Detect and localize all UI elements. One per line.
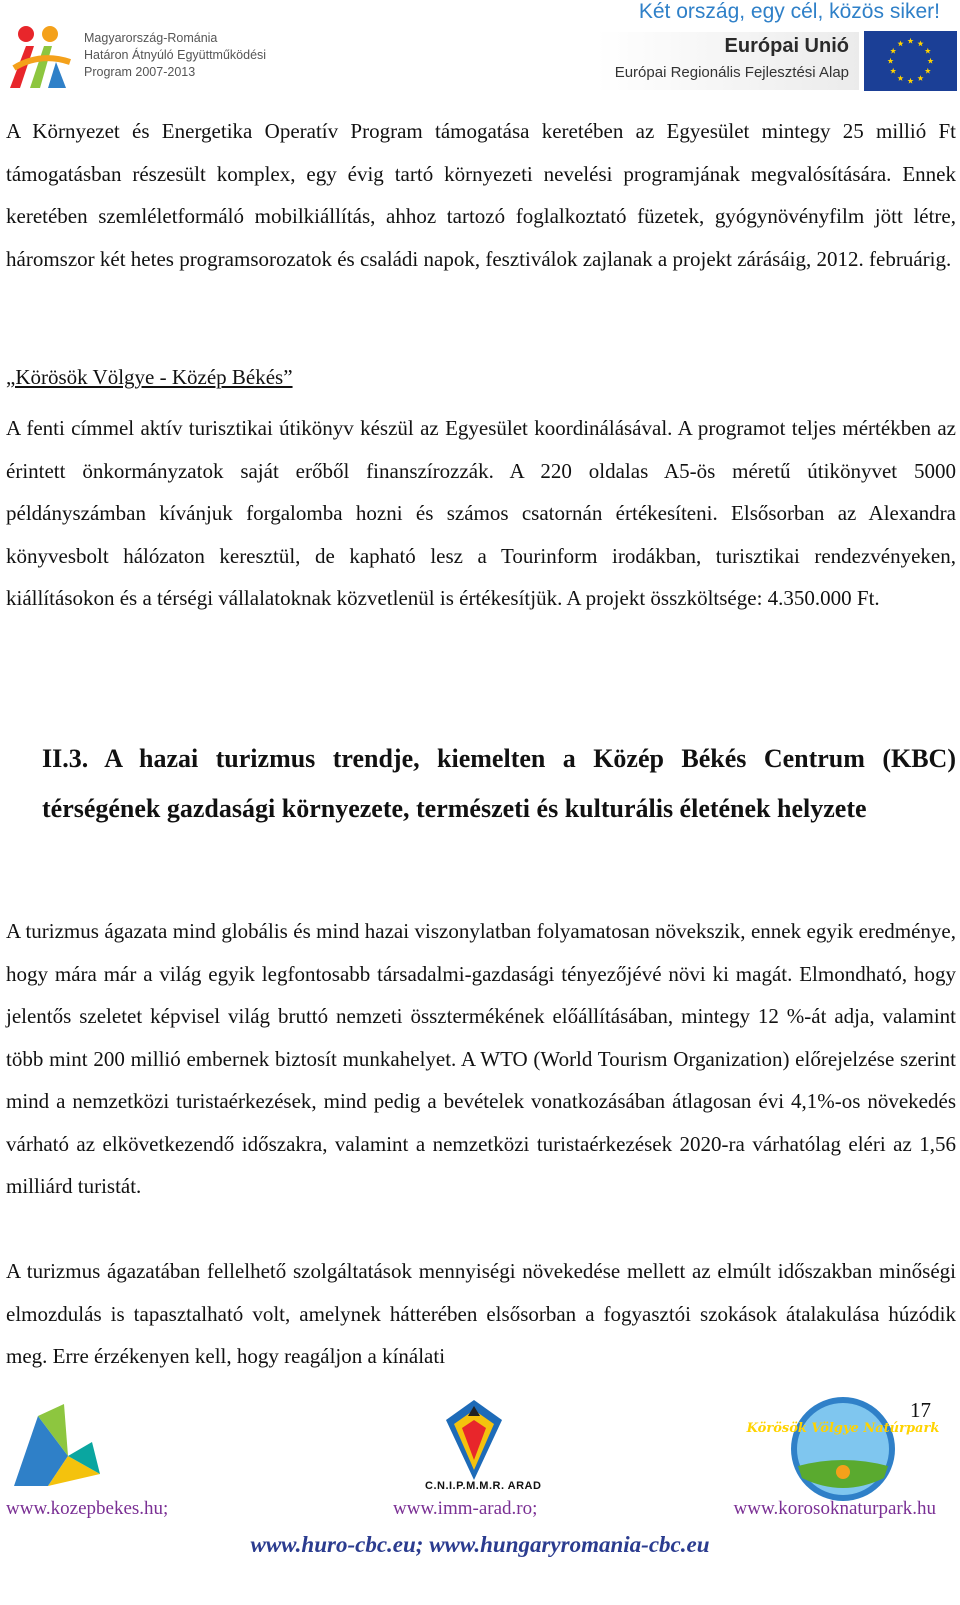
guide-paragraph: A fenti címmel aktív turisztikai útikönyv készül az Egyesület koordinálásával. A programot teljes mértékben az érintett önkormányzatok saját erőből finanszírozzák. A 220 oldalas A5-ös méretű útikönyvet 5000 példányszámban kívánjuk forgalomba hozni és számos csatornán értékesíteni. Elsősorban az Alexandra könyvesbolt hálózaton keresztül, de kapható lesz a Tourinform irodákban, turisztikai rendezvényeken, kiállításokon és a térségi vállalatoknak közvetlenül is értékesítjük. A projekt összköltsége: 4.350.000 Ft. bbox=[6, 416, 956, 610]
page-header bbox=[0, 0, 960, 100]
cnipmmr-caption: C.N.I.P.M.M.R. ARAD bbox=[425, 1480, 542, 1492]
program-line-1: Magyarország-Románia bbox=[84, 31, 218, 45]
eu-banner bbox=[597, 32, 859, 90]
kozep-bekes-logo-icon bbox=[8, 1396, 108, 1496]
program-line-3: Program 2007-2013 bbox=[84, 65, 196, 79]
page-number: 17 bbox=[910, 1398, 931, 1422]
link-kozepbekes[interactable]: www.kozepbekes.hu; bbox=[6, 1498, 169, 1519]
intro-paragraph: A Környezet és Energetika Operatív Program támogatása keretében az Egyesület mintegy 25 millió Ft támogatásban részesült komplex, egy évig tartó környezeti nevelési programjának megvalósítására. Ennek keretében szemléletformáló mobilkiállítás, ahhoz tartozó foglalkoztató füzetek, gyógynövényfilm jött létre, háromszor két hetes programsorozatok és családi napok, fesztiválok zajlanak a projekt zárásáig, 2012. februárig. bbox=[6, 119, 956, 271]
link-imm-arad[interactable]: www.imm-arad.ro; bbox=[393, 1498, 538, 1519]
link-korosoknaturpark[interactable]: www.korosoknaturpark.hu bbox=[733, 1498, 936, 1519]
guide-title: „Körösök Völgye - Közép Békés” bbox=[6, 365, 293, 389]
eu-title: Európai Unió bbox=[724, 35, 849, 57]
section-heading: II.3. A hazai turizmus trendje, kiemelten a Közép Békés Centrum (KBC) térségének gazdasági környezete, természeti és kulturális életének helyzete bbox=[42, 744, 956, 823]
program-name bbox=[84, 30, 266, 81]
program-line-2: Határon Átnyúló Együttműködési bbox=[84, 48, 267, 62]
eu-subtitle: Európai Regionális Fejlesztési Alap bbox=[614, 64, 849, 81]
eu-flag-icon bbox=[864, 31, 957, 91]
huro-program-logo-icon bbox=[4, 22, 76, 92]
tourism-paragraph-2: A turizmus ágazatában fellelhető szolgáltatások mennyiségi növekedése mellett az elmúlt időszakban minőségi elmozdulás is tapasztalható volt, amelynek hátterében elsősorban a fogyasztói szokások átalakulása húzódik meg. Erre érzékenyen kell, hogy reagáljon a kínálati bbox=[6, 1259, 956, 1368]
park-logo-text: Körösök Völgye Natúrpark bbox=[746, 1421, 940, 1436]
slogan: Két ország, egy cél, közös siker! bbox=[638, 0, 940, 23]
tourism-paragraph-1: A turizmus ágazata mind globális és mind hazai viszonylatban folyamatosan növekszik, ennek egyik eredménye, hogy mára már a világ egyik legfontosabb társadalmi-gazdasági tényezőjévé növi ki magát. Elmondható, hogy jelentős szeletet képvisel világ bruttó nemzeti össztermékének előállításában, mintegy 12 %-át adja, valamint több mint 200 millió embernek biztosít munkahelyet. A WTO (World Tourism Organization) előrejelzése szerint mind a nemzetközi turistaérkezések, mind pedig a bevételek vonatkozásában átlagosan évi 4,1%-os növekedés várható az elkövetkezendő időszakra, valamint a nemzetközi turistaérkezések 2020-ra várhatólag eléri az 1,56 milliárd turistát. bbox=[6, 919, 956, 1198]
program-links[interactable]: www.huro-cbc.eu; www.hungaryromania-cbc.eu bbox=[250, 1532, 710, 1557]
